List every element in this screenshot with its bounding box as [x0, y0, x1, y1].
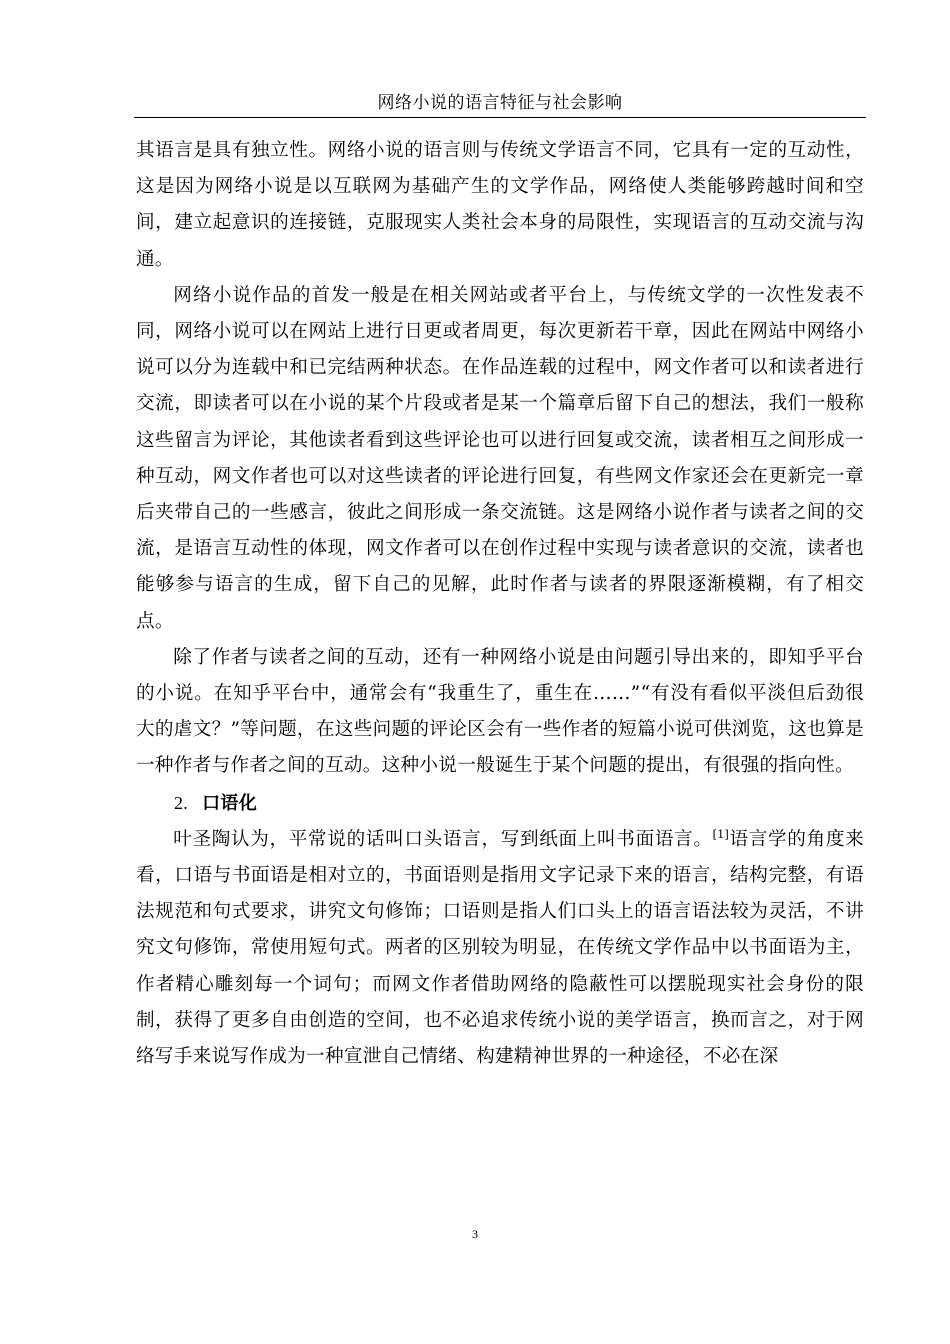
body-text	[136, 133, 864, 1075]
paragraph-text: 叶圣陶认为，平常说的话叫口头语言，写到纸面上叫书面语言。	[173, 828, 713, 850]
section-title: 口语化	[202, 792, 258, 814]
section-number: 2.	[174, 792, 189, 813]
paragraph-text: 语言学的角度来看，口语与书面语是相对立的，书面语则是指用文字记录下来的语言，结构完整，有语法规范和句式要求，讲究文句修饰；口语则是指人们口头上的语言语法较为灵活，不讲究文句修饰，常使用短句式。两者的区别较为明显，在传统文学作品中以书面语为主，作者精心雕刻每一个词句；而网文作者借助网络的隐蔽性可以摆脱现实社会身份的限制，获得了更多自由创造的空间，也不必追求传统小说的美学语言，换而言之，对于网络写手来说写作成为一种宣泄自己情绪、构建精神世界的一种途径，不必在深	[136, 828, 864, 1068]
paragraph-with-citation	[136, 822, 864, 1075]
header-rule	[134, 117, 866, 118]
paragraph-continued: 其语言是具有独立性。网络小说的语言则与传统文学语言不同，它具有一定的互动性，这是因为网络小说是以互联网为基础产生的文学作品，网络使人类能够跨越时间和空间，建立起意识的连接链，克服现实人类社会本身的局限性，实现语言的互动交流与沟通。	[136, 140, 864, 270]
paragraph: 网络小说作品的首发一般是在相关网站或者平台上，与传统文学的一次性发表不同，网络小说可以在网站上进行日更或者周更，每次更新若干章，因此在网站中网络小说可以分为连载中和已完结两种状态。在作品连载的过程中，网文作者可以和读者进行交流，即读者可以在小说的某个片段或者是某一个篇章后留下自己的想法，我们一般称这些留言为评论，其他读者看到这些评论也可以进行回复或交流，读者相互之间形成一种互动，网文作者也可以对这些读者的评论进行回复，有些网文作家还会在更新完一章后夹带自己的一些感言，彼此之间形成一条交流链。这是网络小说作者与读者之间的交流，是语言互动性的体现，网文作者可以在创作过程中实现与读者意识的交流，读者也能够参与语言的生成，留下自己的见解，此时作者与读者的界限逐渐模糊，有了相交点。	[136, 284, 864, 632]
citation-marker[interactable]: [1]	[712, 827, 730, 841]
section-heading	[136, 785, 864, 822]
running-header: 网络小说的语言特征与社会影响	[377, 93, 623, 113]
paragraph: 除了作者与读者之间的互动，还有一种网络小说是由问题引导出来的，即知乎平台的小说。在知乎平台中，通常会有“我重生了，重生在……”“有没有看似平淡但后劲很大的虐文？”等问题，在这些问题的评论区会有一些作者的短篇小说可供浏览，这也算是一种作者与作者之间的互动。这种小说一般诞生于某个问题的提出，有很强的指向性。	[136, 646, 864, 777]
page-number: 3	[472, 1227, 478, 1241]
